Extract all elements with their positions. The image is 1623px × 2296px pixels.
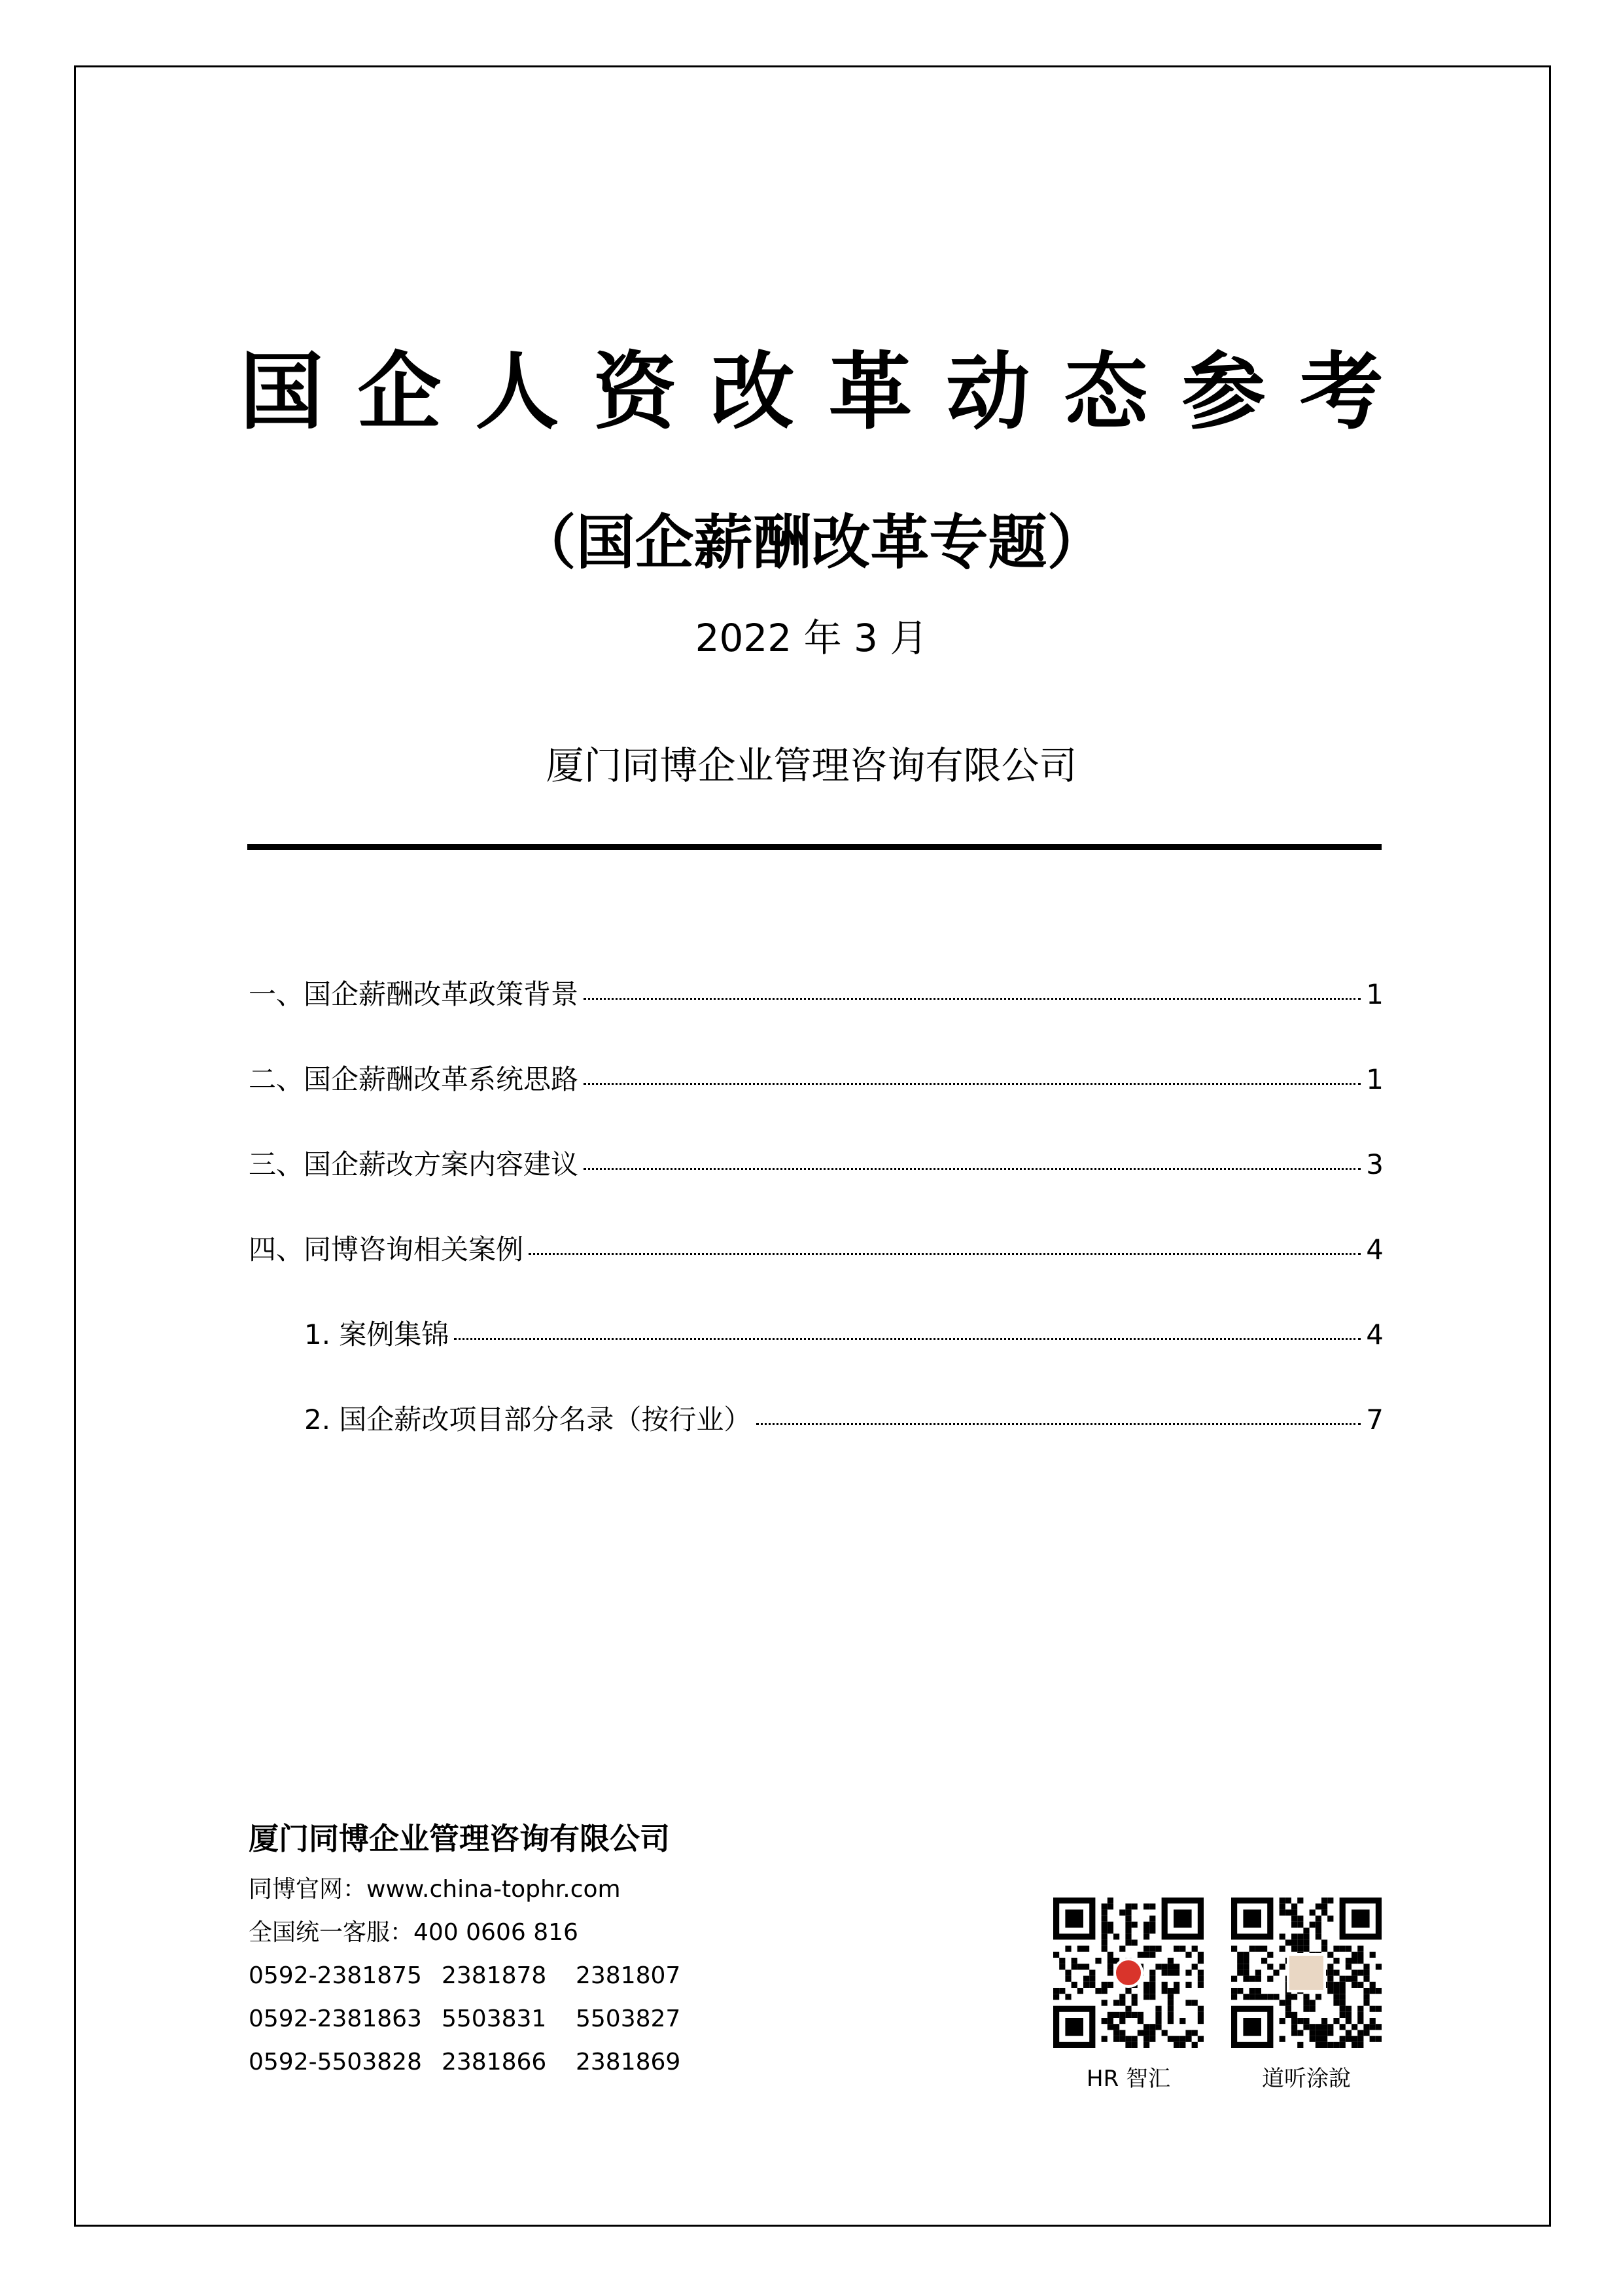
phone-number: 2381807 <box>576 1962 681 1989</box>
contact-info <box>249 1816 680 2084</box>
document-title: 国企人资改革动态参考 <box>239 344 1418 441</box>
phone-number: 0592-5503828 <box>249 2049 422 2075</box>
qr-code-icon <box>1053 1898 1204 2048</box>
qr-daoting-tushuo <box>1231 1898 1382 2095</box>
phone-row <box>249 2041 680 2084</box>
phone-number: 5503827 <box>576 2005 681 2032</box>
qr-caption: 道听涂說 <box>1262 2066 1351 2092</box>
hotline-text: 全国统一客服：400 0606 816 <box>249 1919 578 1946</box>
qr-code-icon <box>1231 1898 1382 2048</box>
toc-leader-dots <box>584 998 1361 1000</box>
toc-entry-page: 4 <box>1366 1233 1384 1265</box>
toc-entry-label: 二、国企薪酬改革系统思路 <box>249 1063 579 1095</box>
toc-leader-dots <box>454 1338 1361 1340</box>
phone-number: 2381878 <box>442 1962 547 1989</box>
document-date: 2022 年 3 月 <box>695 616 928 660</box>
toc-entry-label: 1. 案例集锦 <box>304 1318 449 1351</box>
toc-entry[interactable] <box>249 1060 1384 1145</box>
toc-entry[interactable] <box>249 1230 1384 1315</box>
phone-number: 0592-2381863 <box>249 2005 422 2032</box>
toc-entry-page: 7 <box>1366 1404 1384 1436</box>
toc-entry-label: 一、国企薪酬改革政策背景 <box>249 978 579 1010</box>
toc-entry-label: 三、国企薪改方案内容建议 <box>249 1148 579 1180</box>
qr-hr-zhihui <box>1053 1898 1204 2095</box>
document-subtitle: （国企薪酬改革专题） <box>517 508 1106 577</box>
toc-entry[interactable] <box>249 975 1384 1060</box>
header-divider <box>247 844 1382 850</box>
avatar-icon <box>1287 1953 1326 1992</box>
toc-leader-dots <box>584 1168 1361 1170</box>
website-link[interactable]: 同博官网：www.china-tophr.com <box>249 1876 621 1903</box>
toc-leader-dots <box>529 1253 1361 1255</box>
toc-leader-dots <box>584 1083 1361 1085</box>
toc-subentry[interactable] <box>249 1315 1384 1400</box>
toc-entry-label: 2. 国企薪改项目部分名录（按行业） <box>304 1404 752 1436</box>
toc-entry-page: 1 <box>1366 978 1384 1010</box>
toc-entry-label: 四、同博咨询相关案例 <box>249 1233 524 1265</box>
toc-entry-page: 1 <box>1366 1063 1384 1095</box>
toc-entry-page: 3 <box>1366 1148 1384 1180</box>
phone-number: 0592-2381875 <box>249 1962 422 1989</box>
footer-company-name: 厦门同博企业管理咨询有限公司 <box>249 1821 670 1856</box>
toc-leader-dots <box>756 1423 1361 1425</box>
toc-entry[interactable] <box>249 1145 1384 1230</box>
phone-number: 2381866 <box>442 2049 547 2075</box>
phone-row <box>249 1998 680 2041</box>
company-name: 厦门同博企业管理咨询有限公司 <box>546 743 1077 788</box>
table-of-contents <box>249 975 1384 1485</box>
qr-caption: HR 智汇 <box>1087 2066 1170 2092</box>
toc-entry-page: 4 <box>1366 1318 1384 1351</box>
phone-number: 5503831 <box>442 2005 547 2032</box>
toc-subentry[interactable] <box>249 1400 1384 1485</box>
phone-row <box>249 1954 680 1998</box>
phone-number: 2381869 <box>576 2049 681 2075</box>
logo-icon <box>1113 1958 1143 1988</box>
